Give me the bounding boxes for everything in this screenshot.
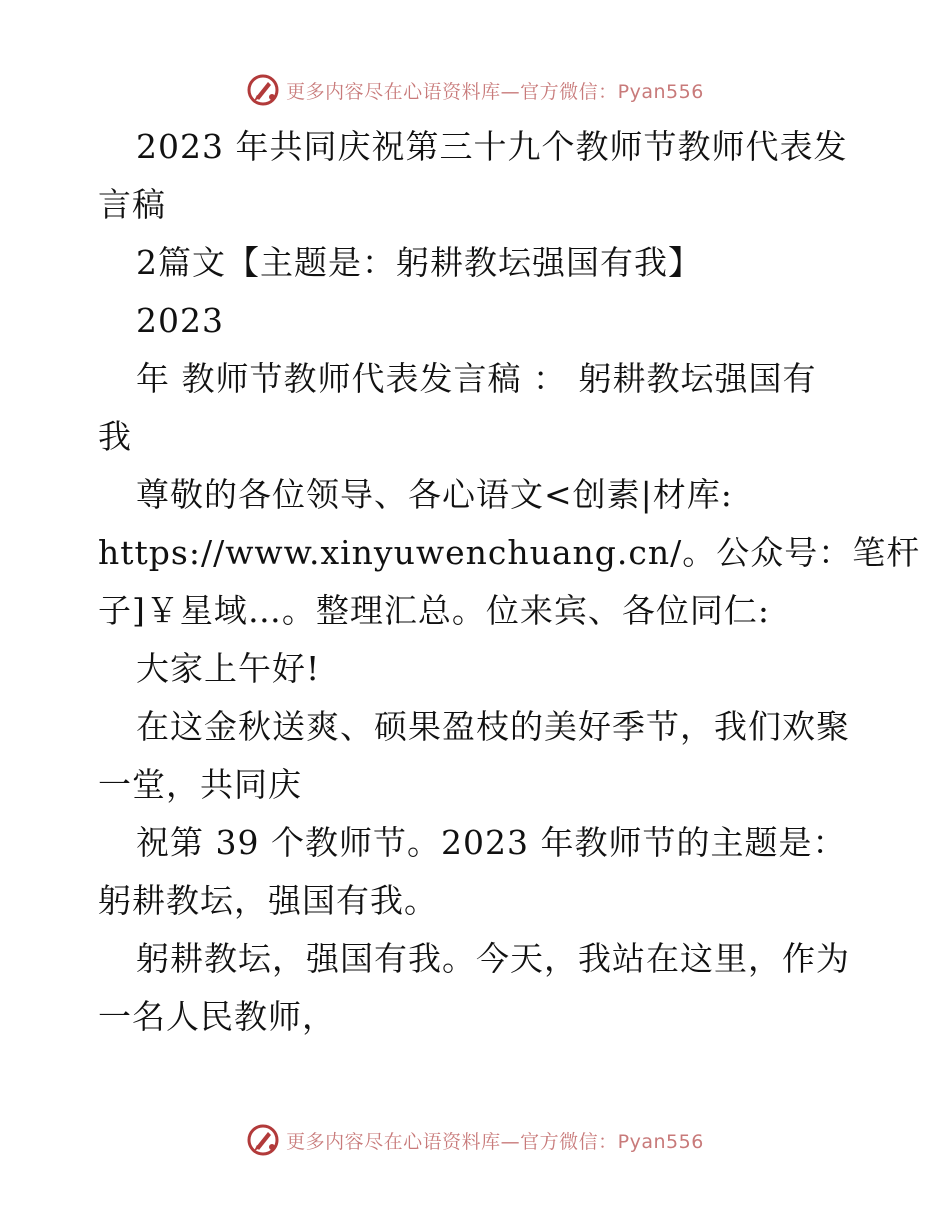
doc-heading-line-2: 我 [98, 417, 132, 456]
paragraph-line: 一堂，共同庆 [98, 765, 302, 804]
doc-title-line-1: 2023 年共同庆祝第三十九个教师节教师代表发 [136, 127, 848, 166]
paragraph-line: 子]￥星域…。整理汇总。位来宾、各位同仁: [98, 591, 770, 630]
paragraph-line: 躬耕教坛，强国有我。今天，我站在这里，作为 [136, 939, 850, 978]
watermark-text: 更多内容尽在心语资料库—官方微信：Pyan556 [286, 80, 704, 103]
doc-year: 2023 [136, 301, 224, 340]
paragraph-line: 一名人民教师， [98, 997, 336, 1036]
paragraph-line: 祝第 39 个教师节。2023 年教师节的主题是： [136, 823, 847, 862]
footer-watermark-banner [0, 1120, 950, 1160]
doc-heading-line-1: 年 教师节教师代表发言稿 ： 躬耕教坛强国有 [136, 359, 817, 398]
paragraph-line: 躬耕教坛，强国有我。 [98, 881, 438, 920]
paragraph-line: 在这金秋送爽、硕果盈枝的美好季节，我们欢聚 [136, 707, 850, 746]
document-body [98, 118, 921, 1046]
paragraph-line: 尊敬的各位领导、各心语文<创素|材库: [136, 475, 733, 514]
watermark-text: 更多内容尽在心语资料库—官方微信：Pyan556 [286, 1130, 704, 1153]
paragraph-line: https://www.xinyuwenchuang.cn/。公众号：笔杆 [98, 533, 921, 572]
doc-subtitle: 2篇文【主题是：躬耕教坛强国有我】 [136, 243, 702, 282]
pen-circle-logo-icon [246, 1123, 280, 1157]
header-watermark-banner [0, 70, 950, 110]
paragraph-line: 大家上午好! [136, 649, 321, 688]
doc-title-line-2: 言稿 [98, 185, 166, 224]
pen-circle-logo-icon [246, 73, 280, 107]
